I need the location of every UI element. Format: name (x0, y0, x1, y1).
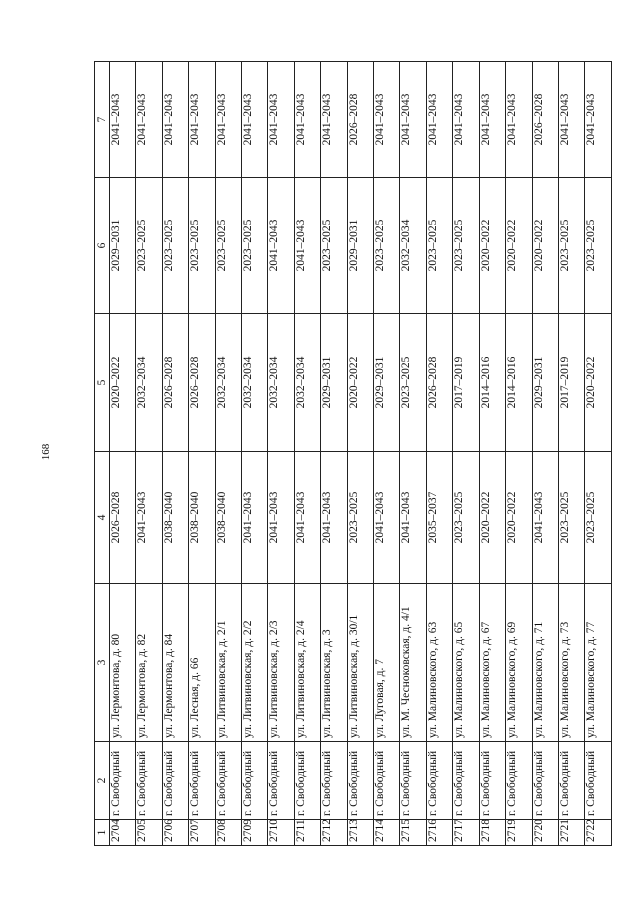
city-cell: г. Свободный (585, 742, 612, 820)
rotated-table-container (94, 62, 612, 846)
period-cell: 2029–2031 (110, 178, 136, 314)
period-cell: 2038–2040 (162, 452, 188, 584)
period-cell: 2041–2043 (532, 452, 558, 584)
period-cell: 2023–2025 (558, 178, 584, 314)
city-cell: г. Свободный (506, 742, 532, 820)
table-row (374, 62, 400, 846)
period-cell: 2023–2025 (321, 178, 347, 314)
row-number: 2718 (479, 820, 505, 846)
period-cell: 2041–2043 (374, 452, 400, 584)
row-number: 2721 (558, 820, 584, 846)
row-number: 2720 (532, 820, 558, 846)
period-cell: 2041–2043 (136, 452, 162, 584)
row-number: 2714 (374, 820, 400, 846)
period-cell: 2023–2025 (215, 178, 241, 314)
address-cell: ул. М. Чесноковская, д. 4/1 (400, 584, 426, 742)
address-cell: ул. Лесная, д. 66 (189, 584, 215, 742)
period-cell: 2026–2028 (110, 452, 136, 584)
city-cell: г. Свободный (479, 742, 505, 820)
period-cell: 2041–2043 (294, 178, 320, 314)
period-cell: 2041–2043 (189, 62, 215, 178)
period-cell: 2041–2043 (374, 62, 400, 178)
period-cell: 2023–2025 (585, 178, 612, 314)
period-cell: 2023–2025 (162, 178, 188, 314)
table-row (242, 62, 268, 846)
column-header: 5 (95, 314, 110, 452)
period-cell: 2014–2016 (479, 314, 505, 452)
address-cell: ул. Лермонтова, д. 80 (110, 584, 136, 742)
column-header: 4 (95, 452, 110, 584)
period-cell: 2041–2043 (321, 452, 347, 584)
period-cell: 2023–2025 (347, 452, 373, 584)
period-cell: 2020–2022 (506, 452, 532, 584)
address-cell: ул. Литвиновская, д. 3 (321, 584, 347, 742)
period-cell: 2032–2034 (136, 314, 162, 452)
row-number: 2712 (321, 820, 347, 846)
period-cell: 2023–2025 (453, 452, 479, 584)
table-row (347, 62, 373, 846)
period-cell: 2017–2019 (453, 314, 479, 452)
period-cell: 2026–2028 (162, 314, 188, 452)
period-cell: 2041–2043 (268, 62, 294, 178)
address-cell: ул. Малиновского, д. 63 (426, 584, 452, 742)
period-cell: 2023–2025 (426, 178, 452, 314)
period-cell: 2041–2043 (585, 62, 612, 178)
address-cell: ул. Литвиновская, д. 2/2 (242, 584, 268, 742)
table-row (321, 62, 347, 846)
row-number: 2710 (268, 820, 294, 846)
city-cell: г. Свободный (400, 742, 426, 820)
table-row (426, 62, 452, 846)
page-number: 168 (40, 443, 52, 461)
period-cell: 2020–2022 (110, 314, 136, 452)
city-cell: г. Свободный (189, 742, 215, 820)
period-cell: 2026–2028 (426, 314, 452, 452)
period-cell: 2014–2016 (506, 314, 532, 452)
period-cell: 2041–2043 (268, 178, 294, 314)
period-cell: 2035–2037 (426, 452, 452, 584)
period-cell: 2023–2025 (136, 178, 162, 314)
period-cell: 2017–2019 (558, 314, 584, 452)
row-number: 2708 (215, 820, 241, 846)
city-cell: г. Свободный (453, 742, 479, 820)
row-number: 2716 (426, 820, 452, 846)
period-cell: 2020–2022 (585, 314, 612, 452)
row-number: 2706 (162, 820, 188, 846)
period-cell: 2023–2025 (453, 178, 479, 314)
city-cell: г. Свободный (268, 742, 294, 820)
period-cell: 2041–2043 (506, 62, 532, 178)
table-row (506, 62, 532, 846)
period-cell: 2041–2043 (215, 62, 241, 178)
period-cell: 2029–2031 (532, 314, 558, 452)
address-cell: ул. Малиновского, д. 67 (479, 584, 505, 742)
city-cell: г. Свободный (110, 742, 136, 820)
address-cell: ул. Литвиновская, д. 2/3 (268, 584, 294, 742)
period-cell: 2020–2022 (479, 452, 505, 584)
period-cell: 2029–2031 (347, 178, 373, 314)
period-cell: 2026–2028 (347, 62, 373, 178)
period-cell: 2041–2043 (110, 62, 136, 178)
city-cell: г. Свободный (162, 742, 188, 820)
period-cell: 2041–2043 (268, 452, 294, 584)
period-cell: 2032–2034 (294, 314, 320, 452)
row-number: 2719 (506, 820, 532, 846)
period-cell: 2020–2022 (347, 314, 373, 452)
period-cell: 2041–2043 (136, 62, 162, 178)
city-cell: г. Свободный (294, 742, 320, 820)
address-cell: ул. Малиновского, д. 71 (532, 584, 558, 742)
column-header: 2 (95, 742, 110, 820)
address-cell: ул. Литвиновская, д. 30/1 (347, 584, 373, 742)
row-number: 2717 (453, 820, 479, 846)
period-cell: 2023–2025 (189, 178, 215, 314)
address-cell: ул. Литвиновская, д. 2/4 (294, 584, 320, 742)
address-cell: ул. Лермонтова, д. 84 (162, 584, 188, 742)
city-cell: г. Свободный (532, 742, 558, 820)
period-cell: 2029–2031 (374, 314, 400, 452)
address-cell: ул. Малиновского, д. 73 (558, 584, 584, 742)
address-cell: ул. Луговая, д. 7 (374, 584, 400, 742)
table-row (110, 62, 136, 846)
address-cell: ул. Малиновского, д. 69 (506, 584, 532, 742)
period-cell: 2026–2028 (189, 314, 215, 452)
header-row (95, 62, 110, 846)
period-cell: 2038–2040 (189, 452, 215, 584)
period-cell: 2041–2043 (453, 62, 479, 178)
table-row (189, 62, 215, 846)
table-row (215, 62, 241, 846)
period-cell: 2023–2025 (558, 452, 584, 584)
period-cell: 2041–2043 (400, 62, 426, 178)
period-cell: 2032–2034 (400, 178, 426, 314)
period-cell: 2041–2043 (294, 62, 320, 178)
period-cell: 2032–2034 (215, 314, 241, 452)
period-cell: 2038–2040 (215, 452, 241, 584)
period-cell: 2041–2043 (294, 452, 320, 584)
city-cell: г. Свободный (321, 742, 347, 820)
period-cell: 2041–2043 (242, 452, 268, 584)
period-cell: 2032–2034 (268, 314, 294, 452)
row-number: 2713 (347, 820, 373, 846)
table-row (294, 62, 320, 846)
period-cell: 2041–2043 (426, 62, 452, 178)
city-cell: г. Свободный (242, 742, 268, 820)
period-cell: 2041–2043 (242, 62, 268, 178)
period-cell: 2026–2028 (532, 62, 558, 178)
column-header: 6 (95, 178, 110, 314)
row-number: 2704 (110, 820, 136, 846)
row-number: 2722 (585, 820, 612, 846)
address-cell: ул. Лермонтова, д. 82 (136, 584, 162, 742)
column-header: 1 (95, 820, 110, 846)
period-cell: 2023–2025 (400, 314, 426, 452)
table-row (400, 62, 426, 846)
schedule-table (94, 61, 612, 846)
address-cell: ул. Литвиновская, д. 2/1 (215, 584, 241, 742)
table-row (479, 62, 505, 846)
table-row (558, 62, 584, 846)
period-cell: 2041–2043 (400, 452, 426, 584)
period-cell: 2032–2034 (242, 314, 268, 452)
period-cell: 2041–2043 (558, 62, 584, 178)
city-cell: г. Свободный (136, 742, 162, 820)
period-cell: 2023–2025 (242, 178, 268, 314)
table-row (453, 62, 479, 846)
address-cell: ул. Малиновского, д. 65 (453, 584, 479, 742)
city-cell: г. Свободный (215, 742, 241, 820)
period-cell: 2023–2025 (585, 452, 612, 584)
table-row (532, 62, 558, 846)
row-number: 2707 (189, 820, 215, 846)
period-cell: 2020–2022 (506, 178, 532, 314)
period-cell: 2041–2043 (162, 62, 188, 178)
row-number: 2711 (294, 820, 320, 846)
city-cell: г. Свободный (426, 742, 452, 820)
city-cell: г. Свободный (374, 742, 400, 820)
period-cell: 2041–2043 (479, 62, 505, 178)
period-cell: 2029–2031 (321, 314, 347, 452)
city-cell: г. Свободный (347, 742, 373, 820)
column-header: 3 (95, 584, 110, 742)
row-number: 2709 (242, 820, 268, 846)
table-row (162, 62, 188, 846)
row-number: 2705 (136, 820, 162, 846)
city-cell: г. Свободный (558, 742, 584, 820)
table-row (268, 62, 294, 846)
address-cell: ул. Малиновского, д. 77 (585, 584, 612, 742)
table-row (136, 62, 162, 846)
column-header: 7 (95, 62, 110, 178)
row-number: 2715 (400, 820, 426, 846)
table-row (585, 62, 612, 846)
period-cell: 2020–2022 (532, 178, 558, 314)
period-cell: 2023–2025 (374, 178, 400, 314)
period-cell: 2041–2043 (321, 62, 347, 178)
period-cell: 2020–2022 (479, 178, 505, 314)
